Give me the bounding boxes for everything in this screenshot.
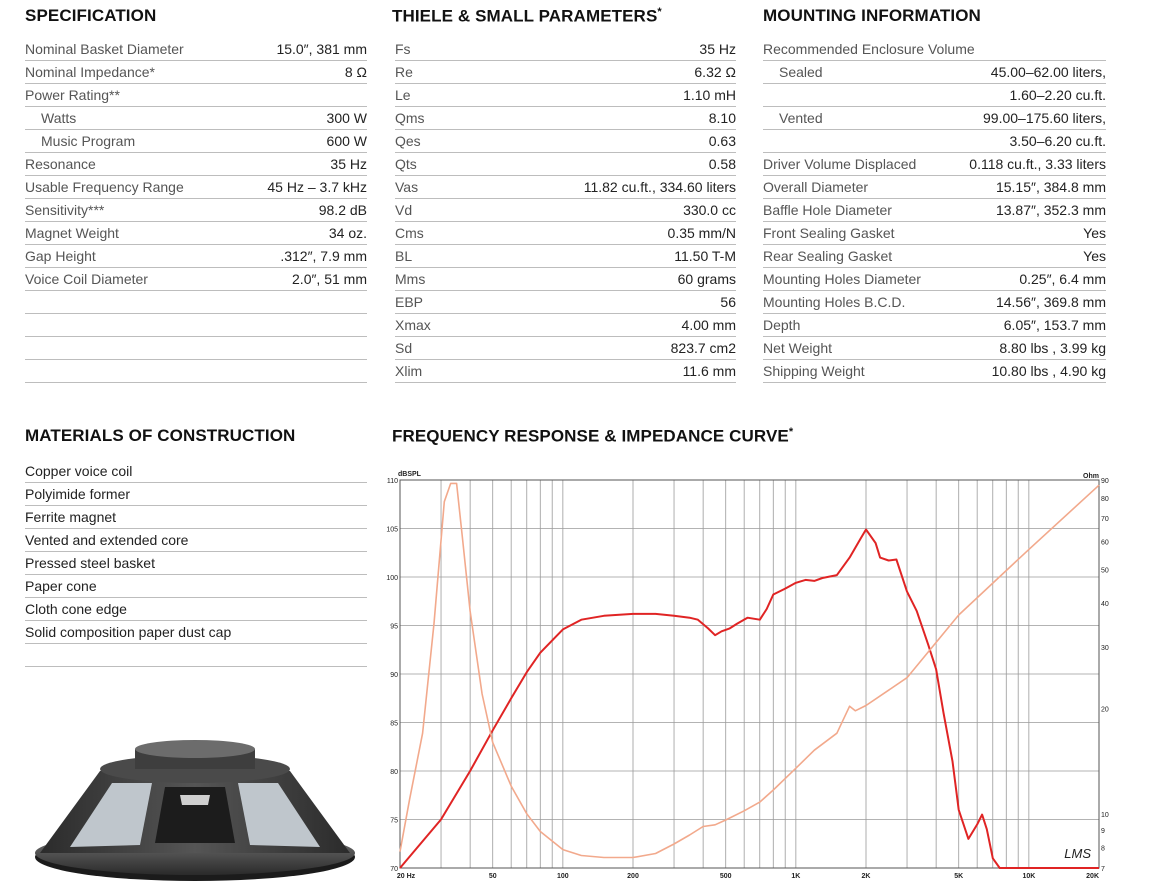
mount-row [763,38,1106,61]
ts-label: Qts [395,156,417,172]
mount-row [763,153,1106,176]
y-tick-label-left: 90 [390,672,398,679]
spec-label: Power Rating** [25,87,120,103]
mount-label: Mounting Holes B.C.D. [763,294,906,310]
spec-row [25,360,367,383]
spec-label: Watts [41,110,77,126]
graph-title-mark: * [788,426,794,438]
mount-value: Yes [1083,248,1106,264]
mount-label: Sealed [779,64,823,80]
y-tick-label-right: 10 [1101,811,1109,819]
ts-title [392,6,662,27]
x-tick-label: 100 [557,873,569,880]
ts-value: 823.7 cm2 [670,340,736,356]
mount-row [763,61,1106,84]
y-tick-label-right: 50 [1101,567,1109,575]
ts-row [395,107,736,130]
ts-title-mark: * [657,6,662,18]
ts-label: Vas [395,179,419,195]
y-tick-label-left: 80 [390,769,398,776]
y-tick-label-right: 90 [1101,478,1109,485]
y-tick-label-left: 95 [390,623,398,631]
ts-title-text: THIELE & SMALL PARAMETERS [392,6,658,26]
spec-value: 98.2 dB [318,202,367,218]
mount-value: 3.50–6.20 cu.ft. [1009,133,1106,149]
mount-value: 15.15″, 384.8 mm [995,179,1106,195]
spec-value: 600 W [326,133,367,149]
ts-value: 56 [720,294,736,310]
ts-value: 35 Hz [699,41,736,57]
x-tick-label: 20K [1086,873,1099,880]
ts-row [395,245,736,268]
mount-value: 0.118 cu.ft., 3.33 liters [969,156,1106,172]
ts-label: Sd [395,340,413,356]
mount-value: 10.80 lbs , 4.90 kg [991,363,1106,379]
spec-row [25,38,367,61]
ts-row [395,199,736,222]
ts-value: 6.32 Ω [694,64,736,80]
spec-title: SPECIFICATION [25,6,157,25]
ts-row [395,314,736,337]
materials-title: MATERIALS OF CONSTRUCTION [25,426,296,445]
left-axis-label: dBSPL [398,471,421,478]
ts-value: 0.35 mm/N [667,225,736,241]
spec-row [25,222,367,245]
spec-row [25,314,367,337]
ts-label: Xlim [395,363,423,379]
spec-row [25,245,367,268]
material-item: Solid composition paper dust cap [25,621,367,644]
y-tick-label-left: 75 [390,817,398,825]
mount-value: 1.60–2.20 cu.ft. [1009,87,1106,103]
y-tick-label-left: 100 [386,575,398,582]
spec-row [25,61,367,84]
x-tick-label: 10K [1022,873,1036,880]
ts-row [395,61,736,84]
right-axis-label: Ohm [1083,473,1099,480]
material-item: Paper cone [25,575,367,598]
mount-label: Depth [763,317,801,333]
ts-value: 11.50 T-M [674,248,736,264]
mount-label: Front Sealing Gasket [763,225,895,241]
ts-value: 11.82 cu.ft., 334.60 liters [583,179,736,195]
mount-label: Overall Diameter [763,179,869,195]
spec-row [25,107,367,130]
ts-row [395,222,736,245]
mount-label: Net Weight [763,340,832,356]
mount-value: 45.00–62.00 liters, [990,64,1106,80]
mount-value: 8.80 lbs , 3.99 kg [999,340,1106,356]
ts-row [395,360,736,383]
speaker-image [30,735,360,885]
y-tick-label-right: 20 [1101,706,1109,714]
ts-label: Qms [395,110,425,126]
graph-title-text: FREQUENCY RESPONSE & IMPEDANCE CURVE [392,426,789,446]
mount-table [763,38,1106,383]
graph-title [392,426,793,447]
ts-row [395,153,736,176]
spec-row [25,337,367,360]
spec-value: .312″, 7.9 mm [280,248,367,264]
materials-list [25,460,367,667]
y-tick-label-left: 70 [390,866,398,873]
ts-label: Vd [395,202,413,218]
mount-value: Yes [1083,225,1106,241]
ts-label: Mms [395,271,426,287]
spec-value: 45 Hz – 3.7 kHz [267,179,367,195]
impedance-curve [400,483,1099,857]
material-item [25,644,367,667]
x-tick-label: 200 [627,873,639,880]
material-item: Vented and extended core [25,529,367,552]
spec-value: 34 oz. [328,225,367,241]
spec-row [25,199,367,222]
spec-value: 35 Hz [330,156,367,172]
mount-label: Baffle Hole Diameter [763,202,892,218]
ts-row [395,130,736,153]
mount-value: 0.25″, 6.4 mm [1019,271,1106,287]
ts-row [395,176,736,199]
spec-row [25,130,367,153]
ts-row [395,291,736,314]
mount-value: 13.87″, 352.3 mm [995,202,1106,218]
x-tick-label: 20 Hz [396,873,416,880]
spl-curve [400,530,1099,869]
spec-label: Usable Frequency Range [25,179,184,195]
x-tick-label: 5K [954,873,964,880]
mount-value: 99.00–175.60 liters, [983,110,1106,126]
y-tick-label-right: 9 [1101,827,1105,835]
mount-row [763,360,1106,383]
ts-row [395,38,736,61]
ts-value: 8.10 [708,110,736,126]
mount-value: 6.05″, 153.7 mm [1003,317,1106,333]
y-tick-label-right: 8 [1101,845,1105,853]
material-item: Cloth cone edge [25,598,367,621]
mount-label: Shipping Weight [763,363,865,379]
spec-value: 15.0″, 381 mm [276,41,367,57]
y-tick-label-right: 7 [1101,866,1105,873]
y-tick-label-right: 80 [1101,495,1109,503]
lms-logo: LMS [1064,846,1091,861]
x-tick-label: 2K [861,873,871,880]
mount-row [763,84,1106,107]
mount-row [763,176,1106,199]
ts-table [395,38,736,383]
material-item: Polyimide former [25,483,367,506]
mount-label: Vented [779,110,823,126]
spec-label: Music Program [41,133,136,149]
mount-label: Rear Sealing Gasket [763,248,893,264]
spec-label: Nominal Impedance* [25,64,155,80]
ts-label: Le [395,87,411,103]
ts-row [395,337,736,360]
x-tick-label: 1K [791,873,801,880]
ts-label: Cms [395,225,424,241]
spec-label: Voice Coil Diameter [25,271,148,287]
spec-row [25,153,367,176]
mount-row [763,222,1106,245]
ts-label: Qes [395,133,421,149]
ts-label: EBP [395,294,424,310]
y-tick-label-left: 105 [386,526,398,534]
mount-row [763,245,1106,268]
material-item: Pressed steel basket [25,552,367,575]
spec-value: 300 W [326,110,367,126]
frequency-response-chart [380,466,1114,886]
spec-table [25,38,367,383]
spec-value: 2.0″, 51 mm [292,271,367,287]
ts-value: 11.6 mm [682,363,736,379]
mount-row [763,337,1106,360]
y-tick-label-left: 85 [390,720,398,728]
x-tick-label: 500 [719,873,732,880]
ts-label: Re [395,64,413,80]
mount-row [763,268,1106,291]
mount-row [763,314,1106,337]
spec-label: Gap Height [25,248,96,264]
material-item: Copper voice coil [25,460,367,483]
ts-value: 330.0 cc [683,202,736,218]
ts-value: 60 grams [677,271,736,287]
mount-row [763,199,1106,222]
mount-row [763,130,1106,153]
mount-row [763,107,1106,130]
spec-value: 8 Ω [344,64,367,80]
ts-label: Xmax [395,317,431,333]
spec-row [25,84,367,107]
ts-label: BL [395,248,413,264]
mount-row [763,291,1106,314]
spec-row [25,291,367,314]
ts-value: 1.10 mH [683,87,736,103]
ts-row [395,268,736,291]
mount-label: Mounting Holes Diameter [763,271,921,287]
spec-row [25,268,367,291]
mount-title: MOUNTING INFORMATION [763,6,981,25]
y-tick-label-right: 30 [1101,644,1109,652]
ts-value: 0.63 [708,133,736,149]
mount-value: 14.56″, 369.8 mm [995,294,1106,310]
mount-label: Driver Volume Displaced [763,156,917,172]
mount-label: Recommended Enclosure Volume [763,41,975,57]
spec-label: Nominal Basket Diameter [25,41,184,57]
ts-value: 0.58 [708,156,736,172]
spec-label: Magnet Weight [25,225,119,241]
x-tick-label: 50 [488,873,497,880]
spec-row [25,176,367,199]
spec-label: Resonance [25,156,96,172]
spec-label: Sensitivity*** [25,202,105,218]
y-tick-label-left: 110 [386,478,398,485]
y-tick-label-right: 60 [1101,539,1109,547]
y-tick-label-right: 70 [1101,516,1109,524]
ts-label: Fs [395,41,411,57]
ts-row [395,84,736,107]
material-item: Ferrite magnet [25,506,367,529]
ts-value: 4.00 mm [681,317,736,333]
y-tick-label-right: 40 [1101,601,1109,609]
